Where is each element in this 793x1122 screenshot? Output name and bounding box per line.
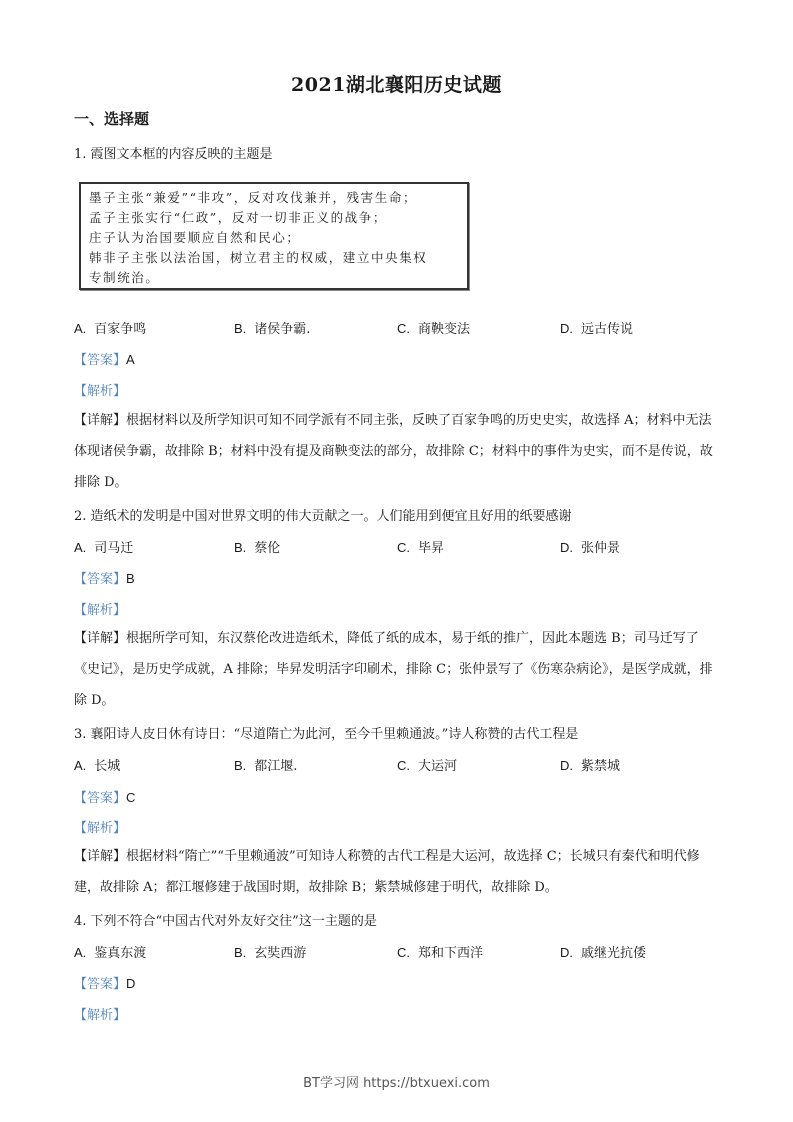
option-a: A. 鉴真东渡	[74, 945, 147, 961]
material-line: 韩非子主张以法治国，树立君主的权威，建立中央集权	[89, 250, 428, 265]
option-b: B. 蔡伦	[234, 540, 281, 556]
page-title: 2021湖北襄阳历史试题	[291, 74, 502, 96]
option-b: B. 诸侯争霸.	[234, 321, 311, 337]
question-2-stem: 2. 造纸术的发明是中国对世界文明的伟大贡献之一。人们能用到便宜且好用的纸要感谢	[74, 509, 572, 524]
question-4-answer: 【答案】D	[74, 976, 136, 992]
option-c: C. 大运河	[397, 758, 458, 774]
question-4-stem: 4. 下列不符合“中国古代对外友好交往”这一主题的是	[74, 914, 377, 929]
option-c: C. 郑和下西洋	[397, 945, 484, 961]
option-a: A. 司马迁	[74, 540, 134, 556]
material-line: 专制统治。	[89, 270, 160, 285]
question-3-stem: 3. 襄阳诗人皮日休有诗日：“尽道隋亡为此河，至今千里赖通波。”诗人称赞的古代工程是	[74, 727, 579, 742]
question-1-options	[74, 318, 724, 338]
question-3-answer: 【答案】C	[74, 790, 136, 806]
option-a: A. 长城	[74, 758, 121, 774]
option-d: D. 戚继光抗倭	[560, 945, 647, 961]
question-3-options	[74, 755, 724, 775]
option-a: A. 百家争鸣	[74, 321, 147, 337]
option-c: C. 毕昇	[397, 540, 445, 556]
option-d: D. 远古传说	[560, 321, 634, 337]
question-2-detail: 【详解】根据所学可知，东汉蔡伦改进造纸术，降低了纸的成本，易于纸的推广，因此本题选 B；司马迁写了《史记》，是历史学成就，A 排除；毕昇发明活字印刷术，排除 C；张仲景写了《伤寒杂病论》，是医学成就，排除 D。	[74, 631, 713, 708]
material-line: 庄子认为治国要顺应自然和民心；	[89, 230, 301, 245]
section-heading: 一、选择题	[74, 110, 150, 128]
option-c: C. 商鞅变法	[397, 321, 471, 337]
question-2-analysis-label: 【解析】	[74, 603, 127, 618]
material-line: 孟子主张实行“仁政”，反对一切非正义的战争；	[89, 210, 387, 225]
question-2-options	[74, 537, 724, 557]
question-1-stem: 1. 霞图文本框的内容反映的主题是	[74, 147, 273, 162]
question-4-options	[74, 942, 724, 962]
question-4-analysis-label: 【解析】	[74, 1008, 127, 1023]
question-1-detail: 【详解】根据材料以及所学知识可知不同学派有不同主张，反映了百家争鸣的历史史实，故选择 A；材料中无法体现诸侯争霸，故排除 B；材料中没有提及商鞅变法的部分，故排除 C；材料中的事件为史实，而不是传说，故排除 D。	[74, 413, 713, 490]
question-1-answer: 【答案】A	[74, 352, 135, 368]
option-b: B. 玄奘西游	[234, 945, 307, 961]
option-d: D. 紫禁城	[560, 758, 621, 774]
material-text-box	[79, 182, 469, 290]
question-2-answer: 【答案】B	[74, 571, 135, 587]
footer-watermark: BT学习网 https://btxuexi.com	[303, 1076, 490, 1091]
material-line: 墨子主张“兼爱”“非攻”，反对攻伐兼并，残害生命；	[89, 190, 418, 205]
question-3-analysis-label: 【解析】	[74, 821, 127, 836]
option-b: B. 都江堰.	[234, 758, 298, 774]
question-1-analysis-label: 【解析】	[74, 384, 127, 399]
question-3-detail: 【详解】根据材料“隋亡”“千里赖通波”可知诗人称赞的古代工程是大运河，故选择 C；长城只有秦代和明代修建，故排除 A；都江堰修建于战国时期，故排除 B；紫禁城修建于明代，故排除 D。	[74, 849, 700, 895]
option-d: D. 张仲景	[560, 540, 621, 556]
